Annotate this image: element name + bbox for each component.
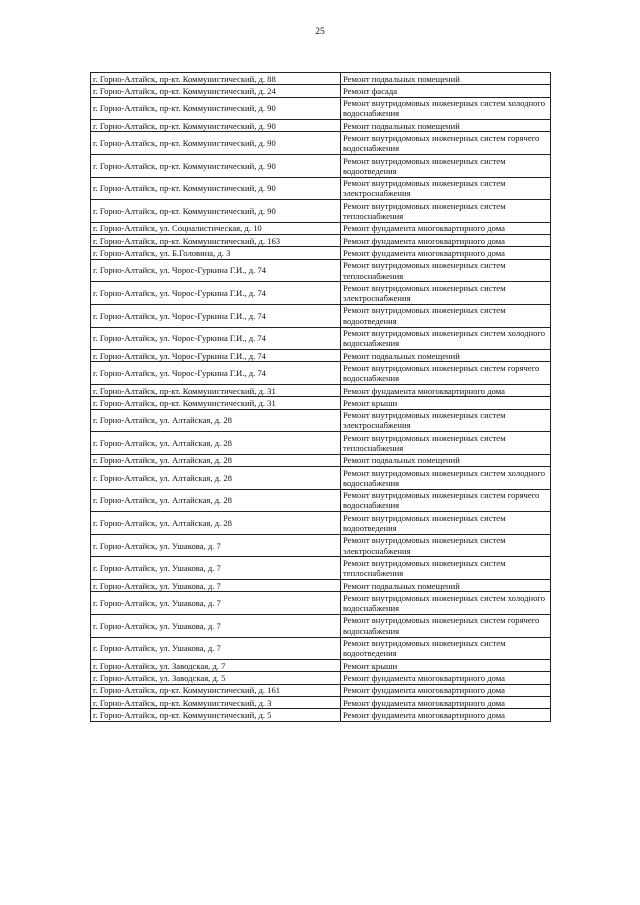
table-row	[91, 512, 551, 535]
table-row	[91, 660, 551, 672]
address-cell: г. Горно-Алтайск, ул. Ушакова, д. 7	[91, 614, 341, 637]
table-row	[91, 580, 551, 592]
table-row	[91, 155, 551, 178]
work-type-cell: Ремонт подвальных помещений	[341, 580, 551, 592]
table-row	[91, 385, 551, 397]
address-cell: г. Горно-Алтайск, ул. Алтайская, д. 28	[91, 454, 341, 466]
table-row	[91, 73, 551, 85]
address-cell: г. Горно-Алтайск, пр-кт. Коммунистический, д. 31	[91, 385, 341, 397]
work-type-cell: Ремонт внутридомовых инженерных систем холодного водоснабжения	[341, 592, 551, 615]
address-cell: г. Горно-Алтайск, ул. Чорос-Гуркина Г.И., д. 74	[91, 304, 341, 327]
address-cell: г. Горно-Алтайск, ул. Ушакова, д. 7	[91, 580, 341, 592]
work-type-cell: Ремонт внутридомовых инженерных систем водоотведения	[341, 155, 551, 178]
work-type-cell: Ремонт фундамента многоквартирного дома	[341, 247, 551, 259]
address-cell: г. Горно-Алтайск, пр-кт. Коммунистический, д. 3	[91, 697, 341, 709]
address-cell: г. Горно-Алтайск, пр-кт. Коммунистический, д. 31	[91, 397, 341, 409]
address-cell: г. Горно-Алтайск, пр-кт. Коммунистический, д. 90	[91, 97, 341, 120]
table-row	[91, 489, 551, 512]
table-row	[91, 409, 551, 432]
work-type-cell: Ремонт крыши	[341, 397, 551, 409]
work-type-cell: Ремонт внутридомовых инженерных систем теплоснабжения	[341, 259, 551, 282]
address-cell: г. Горно-Алтайск, ул. Алтайская, д. 28	[91, 432, 341, 455]
address-cell: г. Горно-Алтайск, ул. Алтайская, д. 28	[91, 489, 341, 512]
work-type-cell: Ремонт внутридомовых инженерных систем теплоснабжения	[341, 432, 551, 455]
work-type-cell: Ремонт подвальных помещений	[341, 454, 551, 466]
table-row	[91, 672, 551, 684]
work-type-cell: Ремонт внутридомовых инженерных систем электроснабжения	[341, 282, 551, 305]
table-row	[91, 282, 551, 305]
work-type-cell: Ремонт крыши	[341, 660, 551, 672]
address-cell: г. Горно-Алтайск, ул. Чорос-Гуркина Г.И., д. 74	[91, 350, 341, 362]
address-cell: г. Горно-Алтайск, пр-кт. Коммунистический, д. 90	[91, 177, 341, 200]
table-row	[91, 235, 551, 247]
work-type-cell: Ремонт внутридомовых инженерных систем холодного водоснабжения	[341, 327, 551, 350]
address-cell: г. Горно-Алтайск, пр-кт. Коммунистический, д. 163	[91, 235, 341, 247]
work-type-cell: Ремонт внутридомовых инженерных систем водоотведения	[341, 512, 551, 535]
table-row	[91, 259, 551, 282]
table-row	[91, 684, 551, 696]
table-row	[91, 614, 551, 637]
work-type-cell: Ремонт внутридомовых инженерных систем теплоснабжения	[341, 200, 551, 223]
table-row	[91, 120, 551, 132]
work-type-cell: Ремонт фундамента многоквартирного дома	[341, 222, 551, 234]
table-row	[91, 637, 551, 660]
work-type-cell: Ремонт внутридомовых инженерных систем горячего водоснабжения	[341, 614, 551, 637]
table-row	[91, 454, 551, 466]
table-row	[91, 467, 551, 490]
page-number: 25	[315, 27, 325, 37]
address-cell: г. Горно-Алтайск, пр-кт. Коммунистический, д. 90	[91, 155, 341, 178]
address-cell: г. Горно-Алтайск, ул. Б.Головина, д. 3	[91, 247, 341, 259]
work-type-cell: Ремонт внутридомовых инженерных систем теплоснабжения	[341, 557, 551, 580]
table-row	[91, 132, 551, 155]
work-type-cell: Ремонт подвальных помещений	[341, 350, 551, 362]
table-row	[91, 557, 551, 580]
table-row	[91, 350, 551, 362]
table-row	[91, 362, 551, 385]
address-cell: г. Горно-Алтайск, пр-кт. Коммунистический, д. 90	[91, 120, 341, 132]
address-cell: г. Горно-Алтайск, ул. Чорос-Гуркина Г.И., д. 74	[91, 362, 341, 385]
table-body	[91, 73, 551, 722]
work-type-cell: Ремонт внутридомовых инженерных систем электроснабжения	[341, 534, 551, 557]
address-cell: г. Горно-Алтайск, ул. Ушакова, д. 7	[91, 557, 341, 580]
address-cell: г. Горно-Алтайск, ул. Чорос-Гуркина Г.И., д. 74	[91, 259, 341, 282]
address-cell: г. Горно-Алтайск, ул. Социалистическая, д. 10	[91, 222, 341, 234]
repair-works-table	[90, 72, 551, 722]
address-cell: г. Горно-Алтайск, пр-кт. Коммунистический, д. 88	[91, 73, 341, 85]
table-row	[91, 247, 551, 259]
work-type-cell: Ремонт фундамента многоквартирного дома	[341, 709, 551, 721]
address-cell: г. Горно-Алтайск, пр-кт. Коммунистический, д. 5	[91, 709, 341, 721]
table-row	[91, 592, 551, 615]
work-type-cell: Ремонт внутридомовых инженерных систем электроснабжения	[341, 409, 551, 432]
table-row	[91, 177, 551, 200]
work-type-cell: Ремонт фундамента многоквартирного дома	[341, 684, 551, 696]
table-row	[91, 304, 551, 327]
address-cell: г. Горно-Алтайск, пр-кт. Коммунистический, д. 161	[91, 684, 341, 696]
address-cell: г. Горно-Алтайск, пр-кт. Коммунистический, д. 90	[91, 200, 341, 223]
work-type-cell: Ремонт фасада	[341, 85, 551, 97]
work-type-cell: Ремонт внутридомовых инженерных систем холодного водоснабжения	[341, 467, 551, 490]
address-cell: г. Горно-Алтайск, ул. Алтайская, д. 28	[91, 512, 341, 535]
work-type-cell: Ремонт внутридомовых инженерных систем горячего водоснабжения	[341, 132, 551, 155]
work-type-cell: Ремонт внутридомовых инженерных систем водоотведения	[341, 637, 551, 660]
work-type-cell: Ремонт внутридомовых инженерных систем горячего водоснабжения	[341, 362, 551, 385]
table-row	[91, 709, 551, 721]
work-type-cell: Ремонт внутридомовых инженерных систем горячего водоснабжения	[341, 489, 551, 512]
work-type-cell: Ремонт внутридомовых инженерных систем холодного водоснабжения	[341, 97, 551, 120]
work-type-cell: Ремонт фундамента многоквартирного дома	[341, 235, 551, 247]
address-cell: г. Горно-Алтайск, ул. Ушакова, д. 7	[91, 637, 341, 660]
table-row	[91, 432, 551, 455]
table-row	[91, 327, 551, 350]
address-cell: г. Горно-Алтайск, ул. Заводская, д. 5	[91, 672, 341, 684]
table-row	[91, 397, 551, 409]
address-cell: г. Горно-Алтайск, ул. Алтайская, д. 28	[91, 409, 341, 432]
address-cell: г. Горно-Алтайск, ул. Ушакова, д. 7	[91, 592, 341, 615]
address-cell: г. Горно-Алтайск, пр-кт. Коммунистический, д. 90	[91, 132, 341, 155]
work-type-cell: Ремонт внутридомовых инженерных систем электроснабжения	[341, 177, 551, 200]
table-row	[91, 97, 551, 120]
table-row	[91, 200, 551, 223]
work-type-cell: Ремонт фундамента многоквартирного дома	[341, 697, 551, 709]
address-cell: г. Горно-Алтайск, ул. Заводская, д. 7	[91, 660, 341, 672]
work-type-cell: Ремонт фундамента многоквартирного дома	[341, 672, 551, 684]
table-row	[91, 222, 551, 234]
work-type-cell: Ремонт внутридомовых инженерных систем водоотведения	[341, 304, 551, 327]
table-row	[91, 85, 551, 97]
address-cell: г. Горно-Алтайск, пр-кт. Коммунистический, д. 24	[91, 85, 341, 97]
table-row	[91, 534, 551, 557]
address-cell: г. Горно-Алтайск, ул. Чорос-Гуркина Г.И., д. 74	[91, 282, 341, 305]
work-type-cell: Ремонт подвальных помещений	[341, 73, 551, 85]
work-type-cell: Ремонт фундамента многоквартирного дома	[341, 385, 551, 397]
table-row	[91, 697, 551, 709]
address-cell: г. Горно-Алтайск, ул. Алтайская, д. 28	[91, 467, 341, 490]
address-cell: г. Горно-Алтайск, ул. Ушакова, д. 7	[91, 534, 341, 557]
address-cell: г. Горно-Алтайск, ул. Чорос-Гуркина Г.И., д. 74	[91, 327, 341, 350]
work-type-cell: Ремонт подвальных помещений	[341, 120, 551, 132]
